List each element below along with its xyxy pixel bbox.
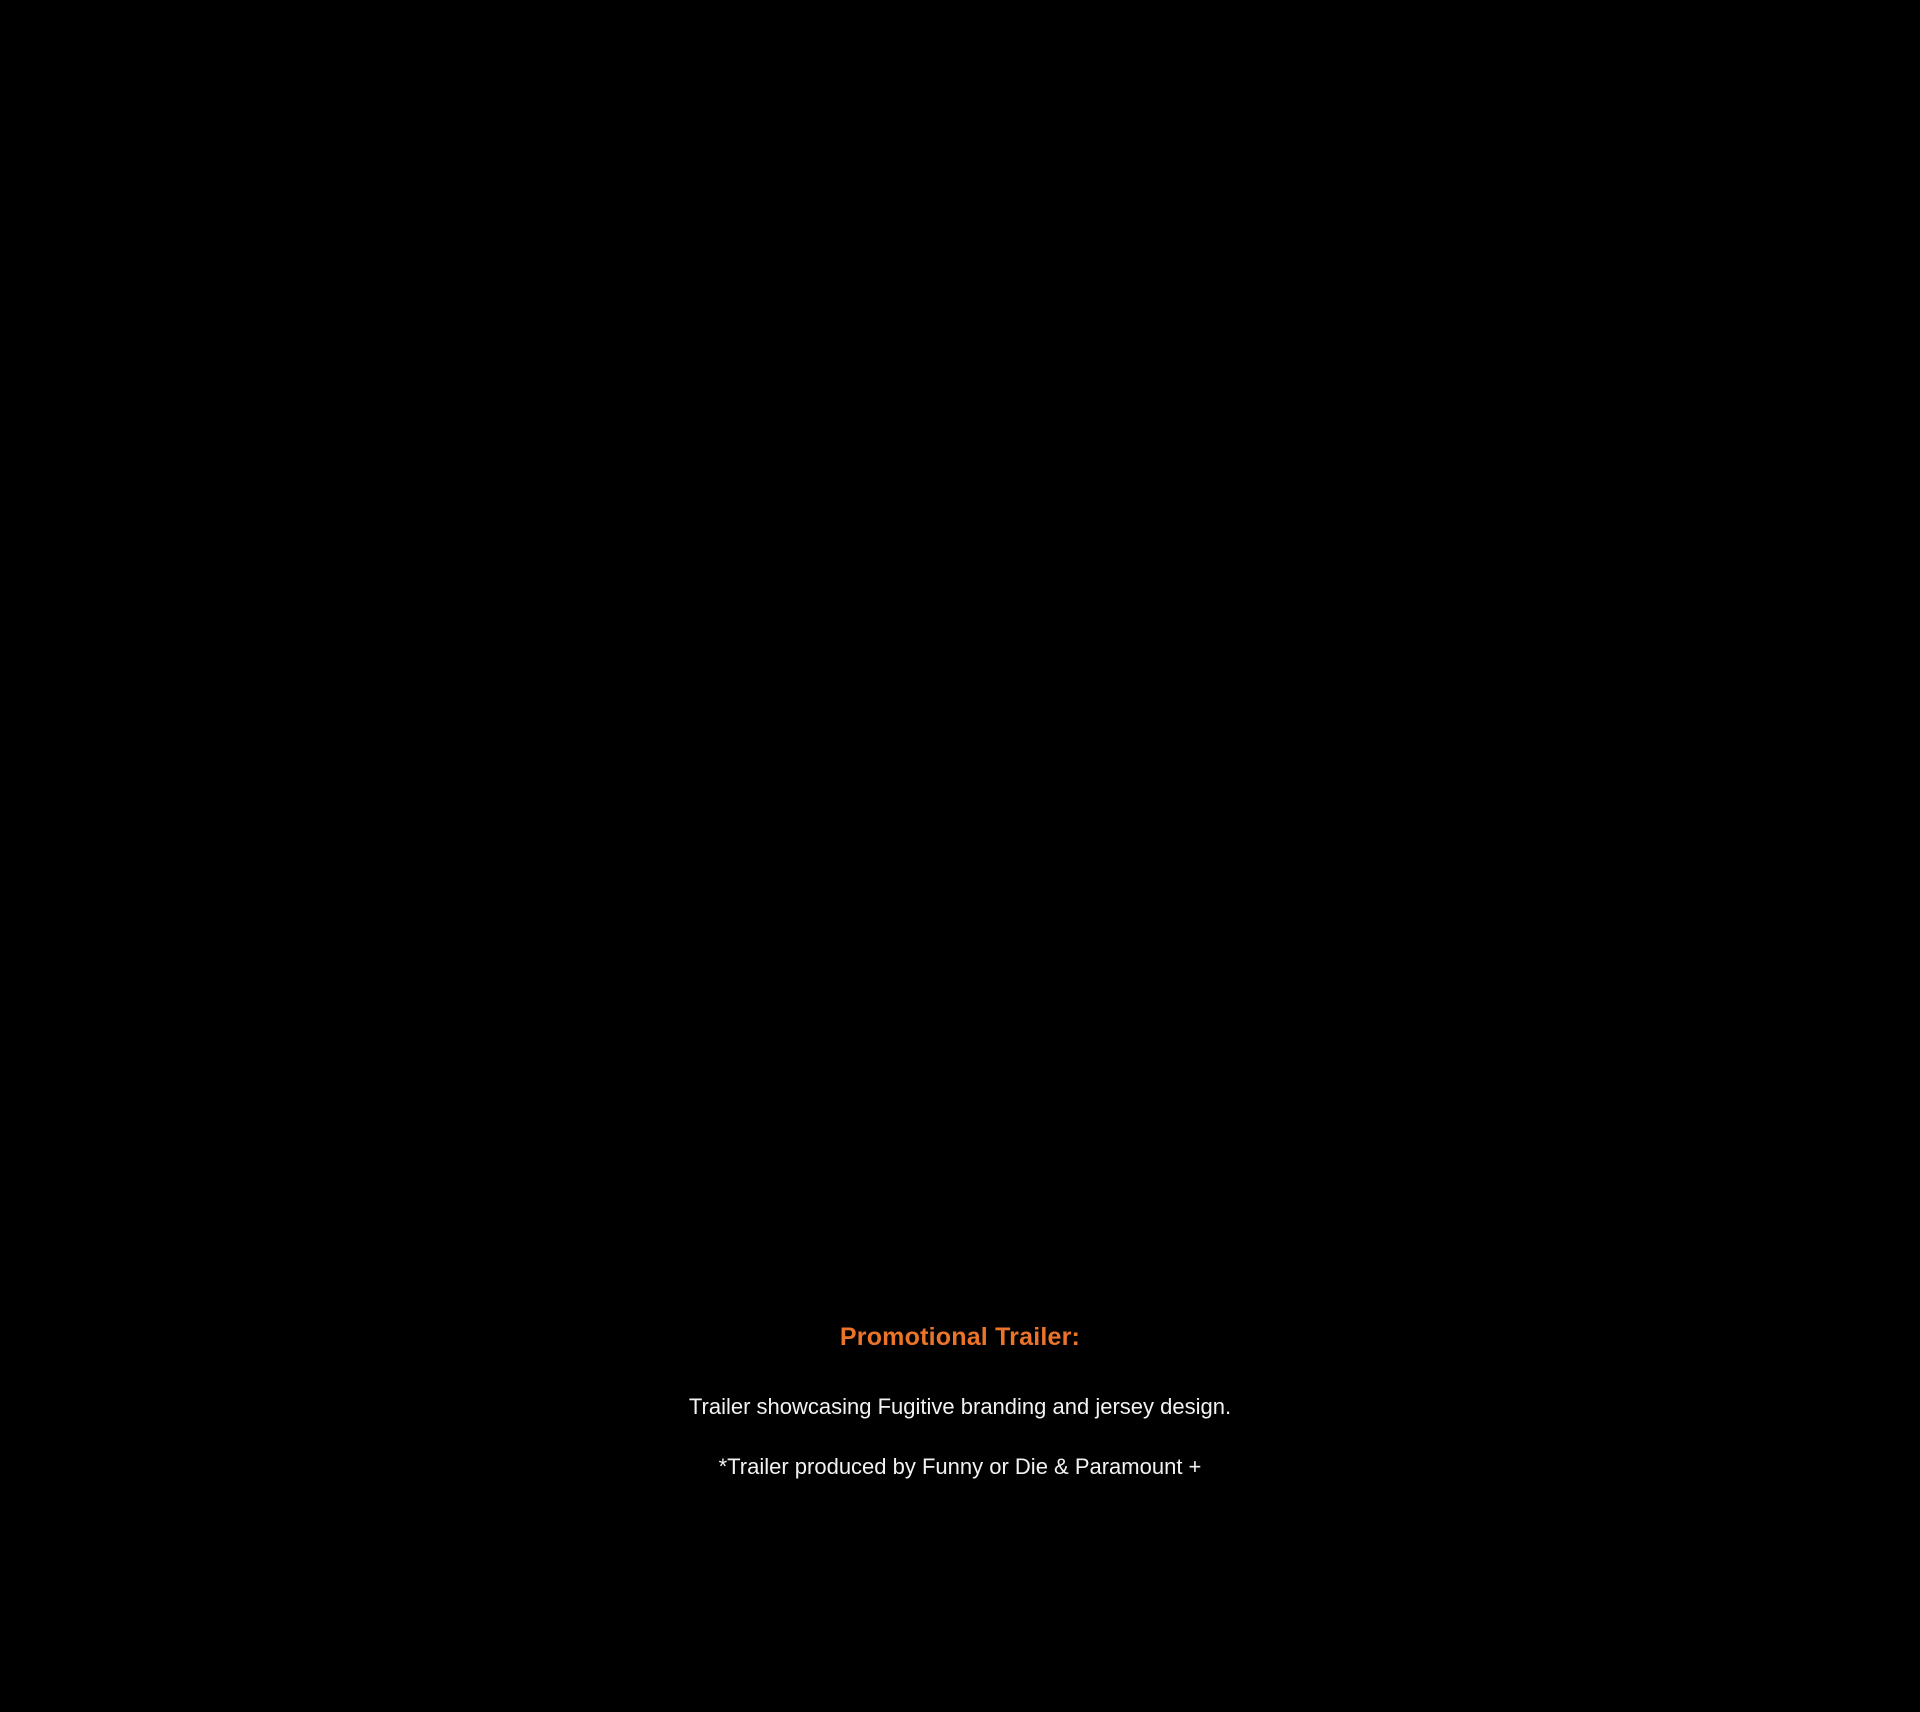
- caption-block: [0, 1322, 1920, 1481]
- caption-description: Trailer showcasing Fugitive branding and jersey design.: [688, 1394, 1232, 1419]
- caption-title: Promotional Trailer:: [839, 1323, 1081, 1351]
- spacer: [0, 1352, 1920, 1392]
- caption-footnote: *Trailer produced by Funny or Die & Paramount +: [718, 1453, 1202, 1479]
- spacer: [0, 1422, 1920, 1452]
